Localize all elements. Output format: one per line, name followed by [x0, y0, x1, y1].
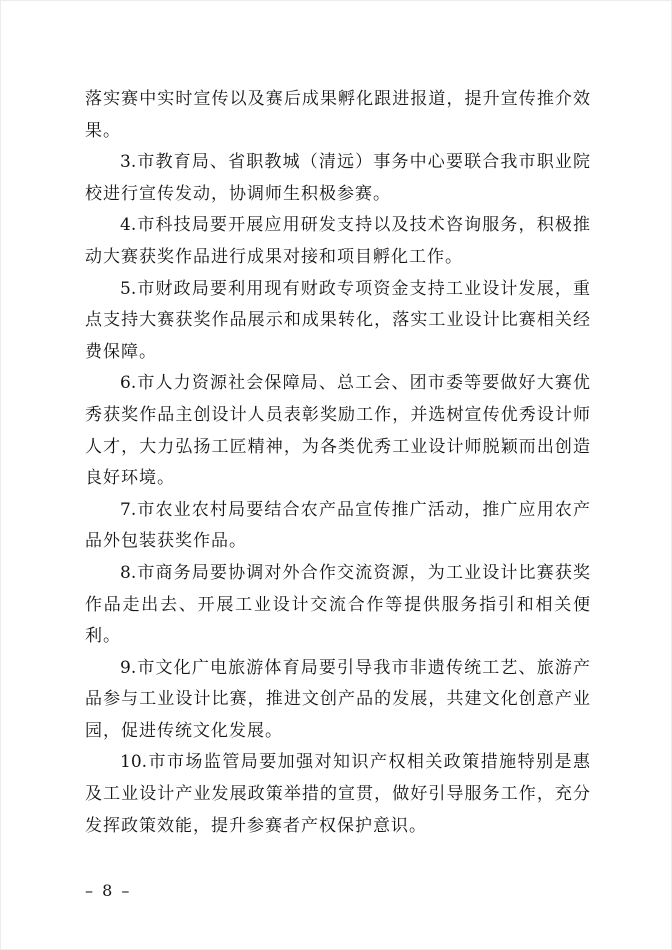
- text-line: 落实赛中实时宣传以及赛后成果孵化跟进报道，提升宣传推介效: [85, 89, 590, 109]
- text-line: 点支持大赛获奖作品展示和成果转化，落实工业设计比赛相关经: [85, 310, 590, 331]
- text-line: 3.市教育局、省职教城（清远）事务中心要联合我市职业院: [120, 152, 590, 173]
- text-line: 秀获奖作品主创设计人员表彰奖励工作，并选树宣传优秀设计师: [85, 404, 590, 425]
- text-line: 园，促进传统文化发展。: [85, 720, 283, 741]
- text-line: 作品走出去、开展工业设计交流合作等提供服务指引和相关便: [85, 594, 590, 615]
- text-line: 及工业设计产业发展政策举措的宣贯，做好引导服务工作，充分: [85, 784, 590, 805]
- paragraph-item-6: [85, 368, 590, 494]
- text-line: 7.市农业农村局要结合农产品宣传推广活动，推广应用农产: [120, 499, 590, 520]
- paragraph-continuation: [85, 84, 590, 147]
- text-line: 10.市市场监管局要加强对知识产权相关政策措施特别是惠: [120, 752, 590, 773]
- text-line: 人才，大力弘扬工匠精神，为各类优秀工业设计师脱颖而出创造: [85, 436, 590, 457]
- paragraph-item-8: [85, 558, 590, 653]
- text-line: 动大赛获奖作品进行成果对接和项目孵化工作。: [85, 246, 463, 267]
- text-line: 果。: [85, 120, 121, 141]
- paragraph-item-4: [85, 210, 590, 273]
- paragraph-item-5: [85, 274, 590, 369]
- text-line: 5.市财政局要利用现有财政专项资金支持工业设计发展，重: [120, 278, 590, 299]
- text-line: 发挥政策效能，提升参赛者产权保护意识。: [85, 815, 427, 836]
- text-line: 利。: [85, 626, 121, 647]
- text-line: 费保障。: [85, 341, 157, 362]
- text-line: 8.市商务局要协调对外合作交流资源，为工业设计比赛获奖: [120, 562, 590, 583]
- paragraph-item-7: [85, 495, 590, 558]
- paragraph-item-9: [85, 653, 590, 748]
- paragraph-item-3: [85, 147, 590, 210]
- text-line: 6.市人力资源社会保障局、总工会、团市委等要做好大赛优: [120, 373, 590, 394]
- text-line: 良好环境。: [85, 468, 175, 489]
- paragraph-item-10: [85, 747, 590, 842]
- text-line: 品外包装获奖作品。: [85, 531, 247, 552]
- text-line: 校进行宣传发动，协调师生积极参赛。: [85, 183, 391, 204]
- text-line: 品参与工业设计比赛，推进文创产品的发展，共建文化创意产业: [85, 689, 590, 710]
- text-line: 4.市科技局要开展应用研发支持以及技术咨询服务，积极推: [120, 215, 590, 236]
- page-number: – 8 –: [85, 881, 132, 900]
- document-body: [85, 84, 590, 842]
- text-line: 9.市文化广电旅游体育局要引导我市非遗传统工艺、旅游产: [120, 657, 590, 678]
